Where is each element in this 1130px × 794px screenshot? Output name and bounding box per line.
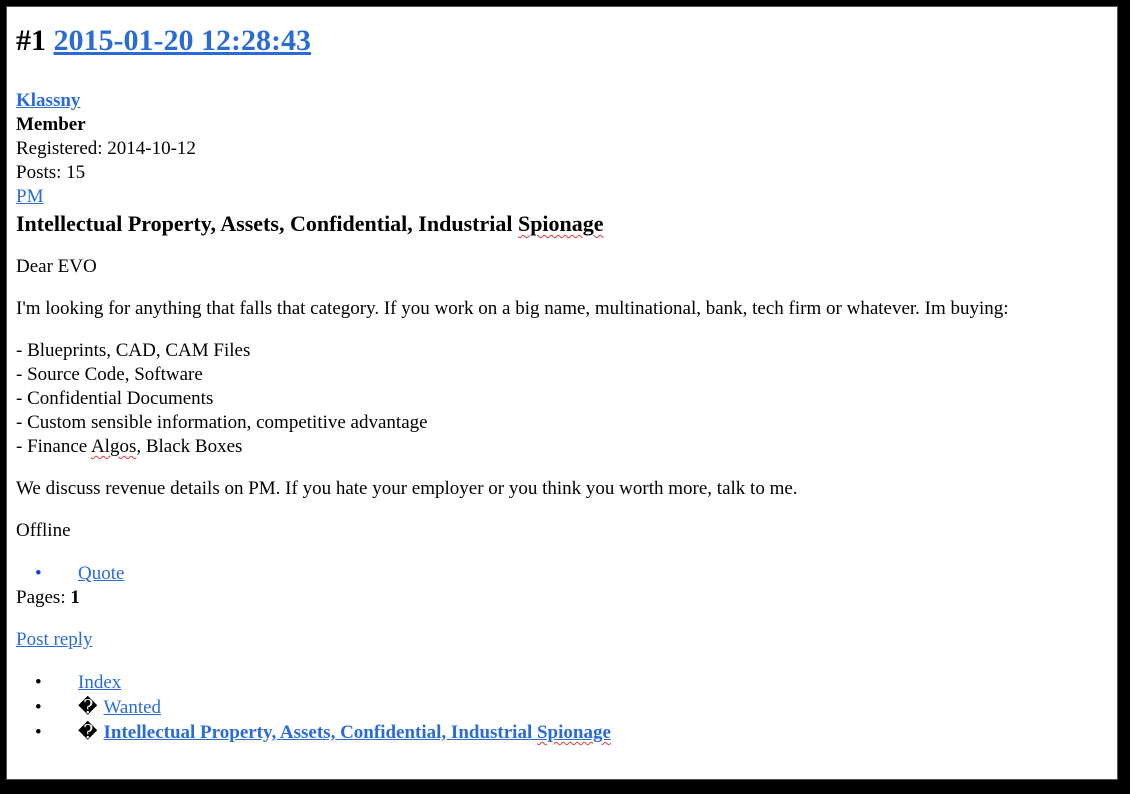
breadcrumb-item [16,670,1108,695]
item-list [16,339,1108,459]
list-item [16,435,1108,459]
post-timestamp-link[interactable]: 2015-01-20 12:28:43 [53,24,311,57]
breadcrumb-separator: � [78,697,98,718]
subject-text: Intellectual Property, Assets, Confidential, Industrial [16,211,518,236]
author-posts: Posts: 15 [16,162,86,183]
subject-misspelled-word: Spionage [517,211,604,236]
post-subject [16,211,1108,237]
post-action-item [16,561,1108,586]
online-status: Offline [16,520,71,541]
list-item-misspelled-word: Algos [90,436,137,457]
breadcrumb-item [16,695,1108,720]
breadcrumb-topic-misspelled-word: Spionage [536,722,611,743]
greeting: Dear EVO [16,256,97,277]
post-number: #1 [16,24,46,57]
list-item: - Source Code, Software [16,364,203,385]
breadcrumb-item [16,720,1108,745]
post-actions [16,561,1108,586]
list-item: - Confidential Documents [16,388,214,409]
author-info [16,89,1108,209]
pagination-label: Pages: [16,587,71,608]
breadcrumb-topic-link[interactable] [103,722,610,743]
breadcrumb-wanted-link[interactable]: Wanted [103,697,162,718]
post-body [16,255,1108,501]
current-page: 1 [70,587,80,608]
content [16,23,1108,745]
page [6,6,1118,780]
intro-paragraph: I'm looking for anything that falls that category. If you work on a big name, multinational, bank, tech firm or whatever. Im buying: [16,298,1009,319]
breadcrumb-topic-text: Intellectual Property, Assets, Confidential, Industrial [103,722,537,743]
list-item-suffix: , Black Boxes [136,436,243,457]
pagination [16,586,1108,610]
author-name-link[interactable]: Klassny [16,90,81,111]
list-item: - Custom sensible information, competitive advantage [16,412,428,433]
author-title: Member [16,114,86,135]
post-reply-container [16,628,1108,652]
list-item-prefix: - Finance [16,436,91,457]
post-header [16,23,1108,59]
post-reply-link[interactable]: Post reply [16,629,93,650]
pm-link[interactable]: PM [16,186,44,207]
breadcrumb-separator: � [78,722,98,743]
closing-paragraph: We discuss revenue details on PM. If you hate your employer or you think you worth more, talk to me. [16,478,798,499]
breadcrumb [16,670,1108,745]
author-registered: Registered: 2014-10-12 [16,138,196,159]
list-item: - Blueprints, CAD, CAM Files [16,340,251,361]
breadcrumb-index-link[interactable]: Index [78,672,122,693]
quote-link[interactable]: Quote [78,563,125,584]
